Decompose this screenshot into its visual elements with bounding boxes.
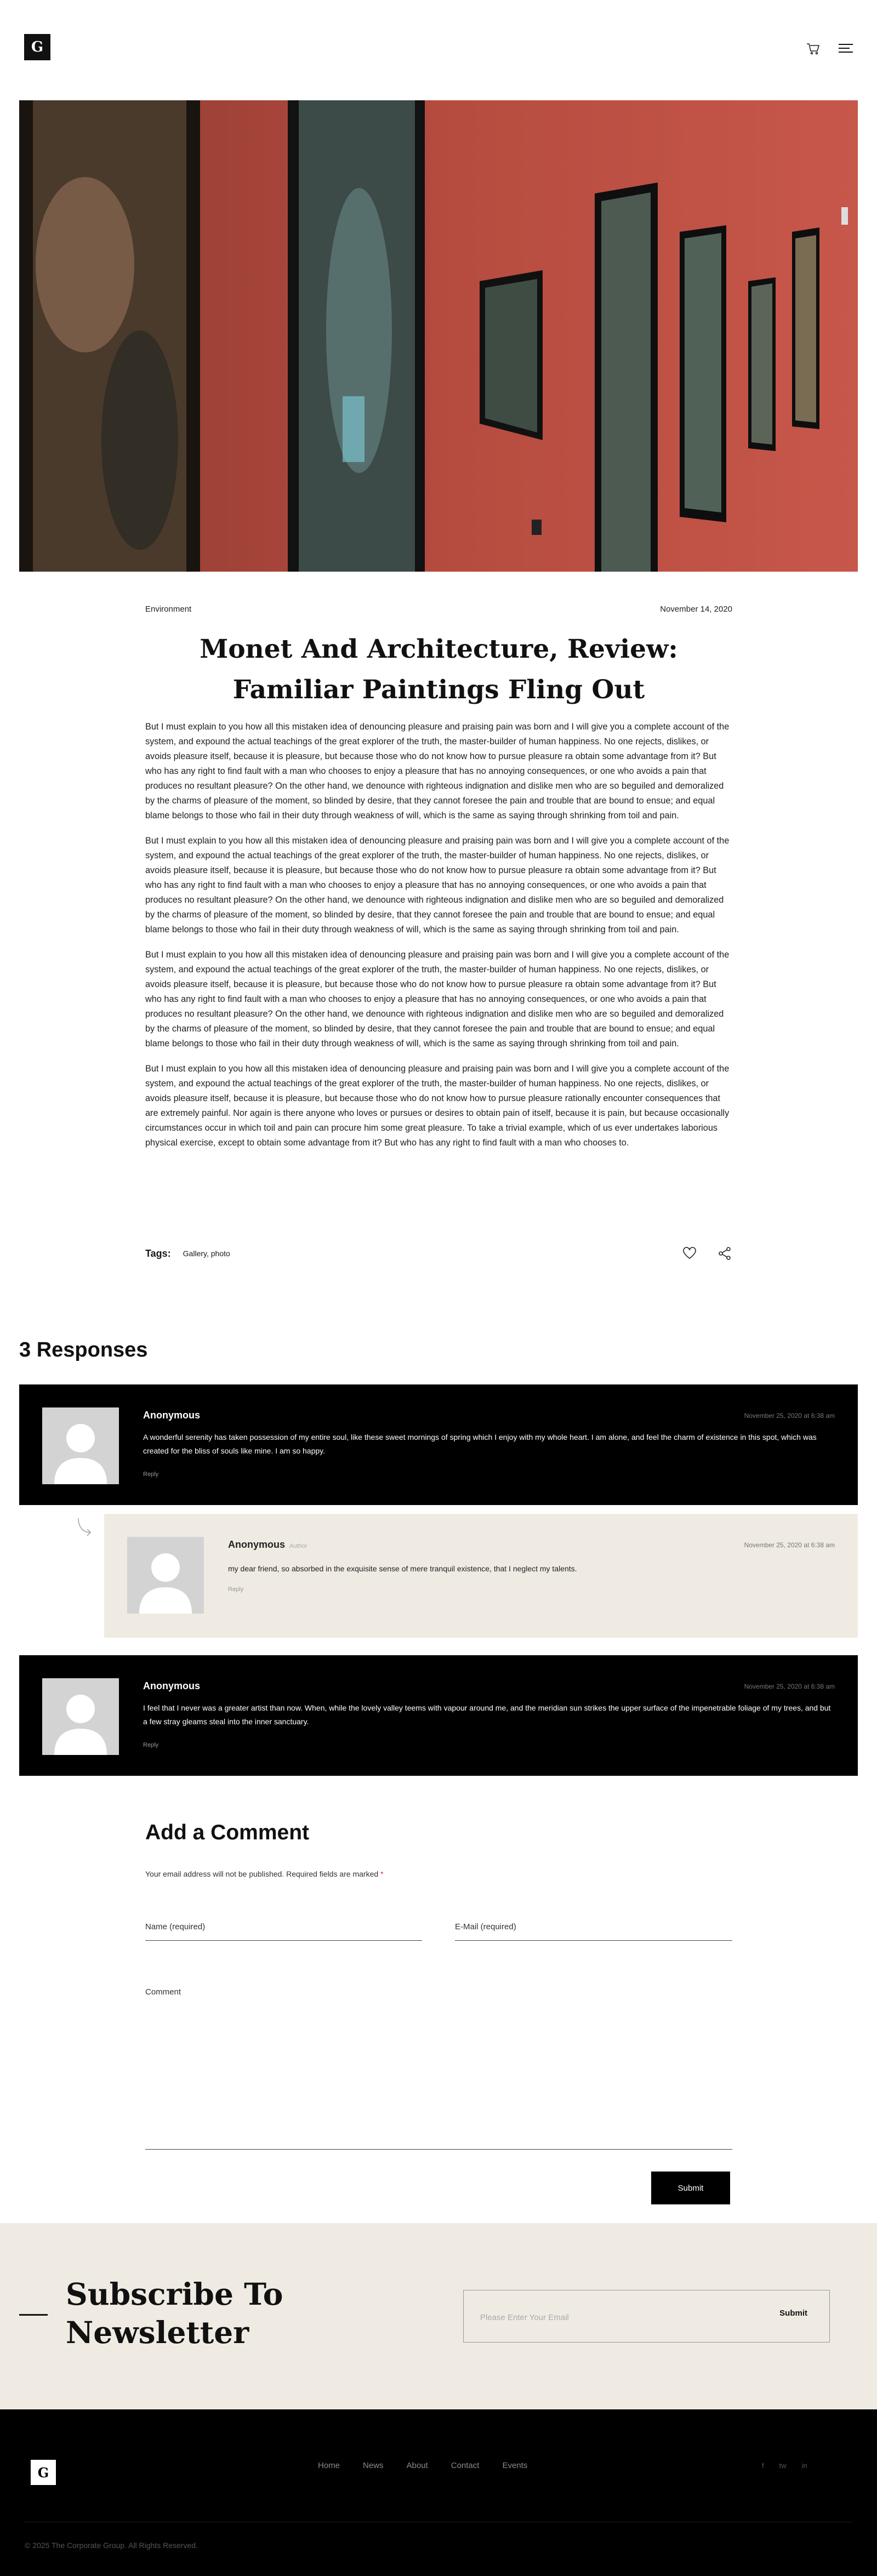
tags-label: Tags: (145, 1247, 171, 1259)
comment-field[interactable] (145, 1983, 732, 2150)
comment-author-name: Anonymous (228, 1539, 286, 1550)
name-field[interactable] (145, 1919, 422, 1941)
share-icon[interactable] (717, 1246, 732, 1261)
avatar (127, 1537, 204, 1614)
heart-icon[interactable] (682, 1246, 697, 1261)
article-category[interactable]: Environment (145, 605, 192, 614)
newsletter-divider (19, 2314, 48, 2316)
form-note-text: Your email address will not be published. Required fields are marked (145, 1870, 379, 1878)
reply-link[interactable]: Reply (143, 1742, 159, 1748)
hero-image (19, 100, 858, 572)
tags-value[interactable]: Gallery, photo (183, 1249, 230, 1258)
newsletter-submit-button[interactable]: Submit (779, 2309, 807, 2318)
comment-card (19, 1655, 858, 1776)
copyright: © 2025 The Corporate Group. All Rights Reserved. (25, 2541, 198, 2550)
site-footer (0, 2409, 877, 2576)
footer-link-events[interactable]: Events (502, 2461, 528, 2470)
comment-text: my dear friend, so absorbed in the exquisite sense of mere tranquil existence, that I neglect my talents. (228, 1564, 577, 1573)
article-paragraph: But I must explain to you how all this mistaken idea of denouncing pleasure and praising pain was born and I will give you a complete account of the system, and expound the actual teachings of the great explorer of the truth, the master-builder of human happiness. No one rejects, dislikes, or avoids pleasure itself, because it is pleasure, but because those who do not know how to pursue pleasure ra obtain some advantage from it? But who has any right to find fault with a man who chooses to enjoy a pleasure that has no annoying consequences, or one who avoids a pain that produces no resultant pleasure? On the other hand, we denounce with righteous indignation and dislike men who are so beguiled and demoralized by the charms of pleasure of the moment, so blinded by desire, that they cannot foresee the pain and trouble that are bound to ensue; and equal blame belongs to those who fail in their duty through weakness of will, which is the same as saying through shrinking from toil and pain. (145, 722, 730, 820)
email-field[interactable] (455, 1919, 732, 1941)
newsletter-title-line1: Subscribe To (66, 2276, 283, 2312)
footer-logo[interactable]: G (31, 2460, 56, 2485)
article-paragraph: But I must explain to you how all this mistaken idea of denouncing pleasure and praising pain was born and I will give you a complete account of the system, and expound the actual teachings of the great explorer of the truth, the master-builder of human happiness. No one rejects, dislikes, or avoids pleasure itself, because it is pleasure, but because those who do not know how to pursue pleasure rationally encounter consequences that are extremely painful. Nor again is there anyone who loves or pursues or desires to obtain pain of itself, because it is pain, but because occasionally circumstances occur in which toil and pain can procure him some great pleasure. To take a trivial example, which of us ever undertakes laborious physical exercise, except to obtain some advantage from it? But who has any right to find fault with a man who chooses to. (145, 1064, 730, 1148)
author-badge: Author (289, 1543, 307, 1549)
comment-date: November 25, 2020 at 6:38 am (744, 1412, 835, 1420)
article-meta (145, 605, 732, 614)
newsletter-section (0, 2223, 877, 2409)
required-mark: * (380, 1870, 384, 1878)
add-comment-title: Add a Comment (145, 1821, 310, 1844)
linkedin-icon[interactable]: in (801, 2461, 807, 2470)
cart-icon[interactable] (806, 42, 820, 55)
article-body (145, 720, 732, 1161)
form-note (145, 1870, 384, 1878)
newsletter-form (463, 2290, 830, 2343)
comment-date: November 25, 2020 at 6:38 am (744, 1541, 835, 1549)
footer-link-news[interactable]: News (363, 2461, 384, 2470)
avatar (42, 1678, 119, 1755)
reply-link[interactable]: Reply (143, 1471, 159, 1478)
facebook-icon[interactable]: f (762, 2461, 764, 2470)
twitter-icon[interactable]: tw (779, 2461, 787, 2470)
comment-author: Anonymous (143, 1410, 201, 1421)
comment-text: A wonderful serenity has taken possession of my entire soul, like these sweet mornings of spring which I enjoy with my whole heart. I am alone, and feel the charm of existence in this spot, which was created for the bliss of souls like mine. I am so happy. (143, 1433, 817, 1455)
comment-text: I feel that I never was a greater artist than now. When, while the lovely valley teems with vapour around me, and the meridian sun strikes the upper surface of the impenetrable foliage of my trees, and but a few stray gleams steal into the inner sanctuary. (143, 1703, 831, 1726)
site-logo[interactable]: G (24, 34, 50, 60)
newsletter-email-input[interactable] (480, 2309, 721, 2326)
reply-arrow-icon (75, 1517, 95, 1537)
menu-icon[interactable] (839, 44, 853, 54)
newsletter-title-line2: Newsletter (66, 2315, 249, 2350)
article-title-line1: Monet And Architecture, Review: (200, 634, 678, 664)
article-date: November 14, 2020 (660, 605, 732, 614)
newsletter-title (66, 2275, 283, 2352)
submit-comment-button[interactable]: Submit (651, 2172, 730, 2204)
article-paragraph: But I must explain to you how all this mistaken idea of denouncing pleasure and praising pain was born and I will give you a complete account of the system, and expound the actual teachings of the great explorer of the truth, the master-builder of human happiness. No one rejects, dislikes, or avoids pleasure itself, because it is pleasure, but because those who do not know how to pursue pleasure ra obtain some advantage from it? But who has any right to find fault with a man who chooses to enjoy a pleasure that has no annoying consequences, or one who avoids a pain that produces no resultant pleasure? On the other hand, we denounce with righteous indignation and dislike men who are so beguiled and demoralized by the charms of pleasure of the moment, so blinded by desire, that they cannot foresee the pain and trouble that are bound to ensue; and equal blame belongs to those who fail in their duty through weakness of will, which is the same as saying through shrinking from toil and pain. (145, 950, 730, 1048)
social-links (762, 2461, 807, 2470)
responses-title: 3 Responses (19, 1338, 148, 1361)
footer-nav (318, 2461, 550, 2470)
article-title (145, 629, 732, 710)
comment-author: Anonymous (143, 1680, 201, 1691)
article-paragraph: But I must explain to you how all this mistaken idea of denouncing pleasure and praising pain was born and I will give you a complete account of the system, and expound the actual teachings of the great explorer of the truth, the master-builder of human happiness. No one rejects, dislikes, or avoids pleasure itself, because it is pleasure, but because those who do not know how to pursue pleasure ra obtain some advantage from it? But who has any right to find fault with a man who chooses to enjoy a pleasure that has no annoying consequences, or one who avoids a pain that produces no resultant pleasure? On the other hand, we denounce with righteous indignation and dislike men who are so beguiled and demoralized by the charms of pleasure of the moment, so blinded by desire, that they cannot foresee the pain and trouble that are bound to ensue; and equal blame belongs to those who fail in their duty through weakness of will, which is the same as saying through shrinking from toil and pain. (145, 836, 730, 934)
footer-link-home[interactable]: Home (318, 2461, 340, 2470)
site-header (0, 0, 877, 99)
reply-link[interactable]: Reply (228, 1586, 244, 1593)
comment-date: November 25, 2020 at 6:38 am (744, 1683, 835, 1690)
comment-card (19, 1384, 858, 1505)
avatar (42, 1407, 119, 1484)
comment-author (228, 1539, 307, 1551)
footer-link-contact[interactable]: Contact (451, 2461, 480, 2470)
article-title-line2: Familiar Paintings Fling Out (232, 675, 645, 705)
comment-card-reply (104, 1514, 858, 1638)
footer-link-about[interactable]: About (406, 2461, 428, 2470)
article-tags (145, 1245, 732, 1262)
